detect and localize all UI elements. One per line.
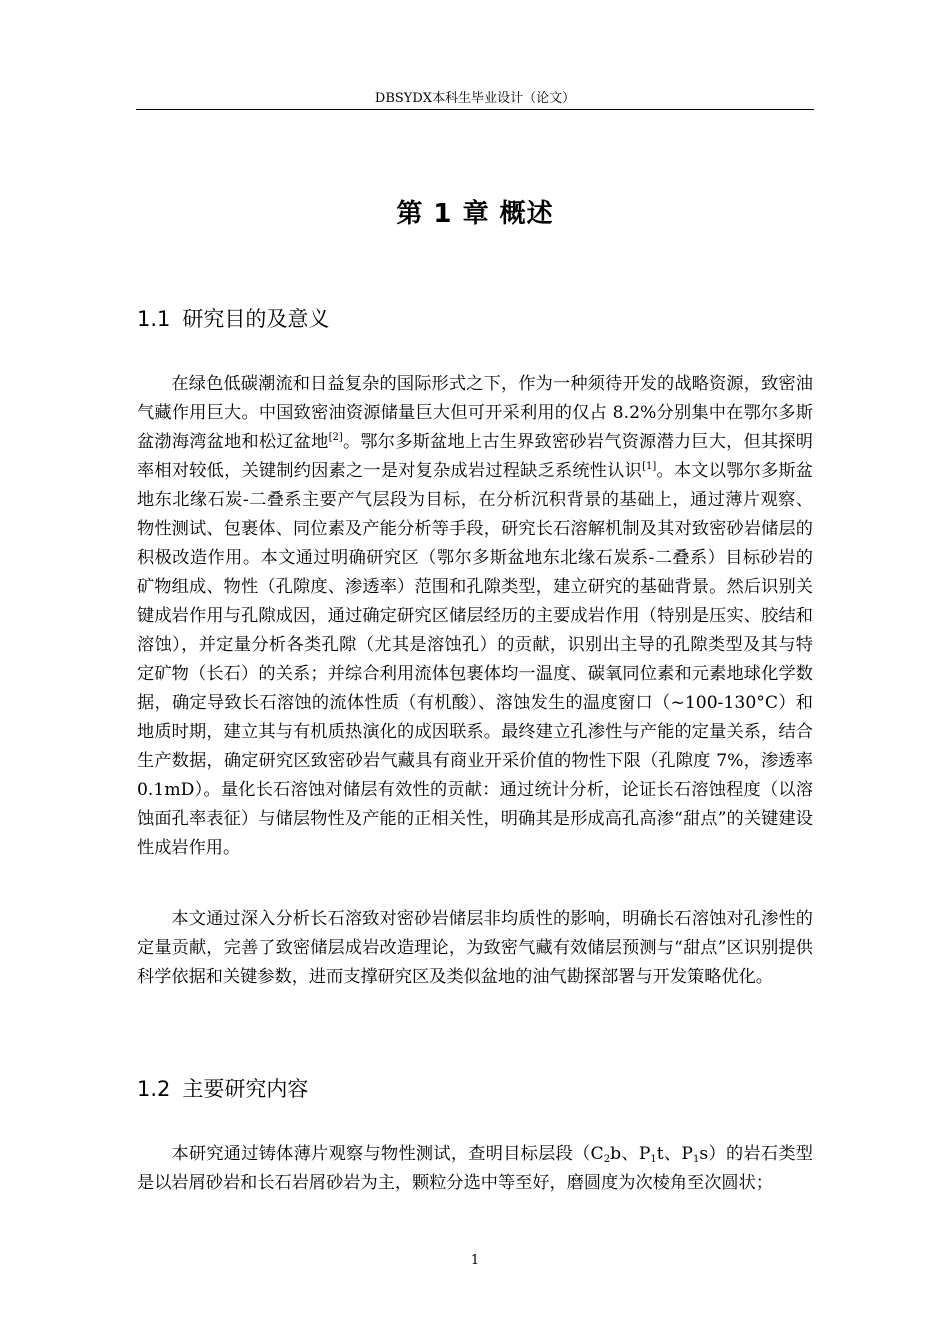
paragraph-text: b、P	[610, 1144, 651, 1164]
paragraph-text: 。本文以鄂尔多斯盆地东北缘石炭-二叠系主要产气层段为目标，在分析沉积背景的基础上，通过薄片观察、物性测试、包裹体、同位素及产能分析等手段，研究长石溶解机制及其对致密砂岩储层的积极改造作用。本文通过明确研究区（鄂尔多斯盆地东北缘石炭系-二叠系）目标砂岩的矿物组成、物性（孔隙度、渗透率）范围和孔隙类型，建立研究的基础背景。然后识别关键成岩作用与孔隙成因，通过确定研究区储层经历的主要成岩作用（特别是压实、胶结和溶蚀），并定量分析各类孔隙（尤其是溶蚀孔）的贡献，识别出主导的孔隙类型及其与特定矿物（长石）的关系；并综合利用流体包裹体均一温度、碳氧同位素和元素地球化学数据，确定导致长石溶蚀的流体性质（有机酸）、溶蚀发生的温度窗口（~100-130°C）和地质时期，建立其与有机质热演化的成因联系。最终建立孔渗性与产能的定量关系，结合生产数据，确定研究区致密砂岩气藏具有商业开采价值的物性下限（孔隙度 7%，渗透率 0.1mD）。量化长石溶蚀对储层有效性的贡献：通过统计分析，论证长石溶蚀程度（以溶蚀面孔率表征）与储层物性及产能的正相关性，明确其是形成高孔高渗“甜点”的关键建设性成岩作用。	[137, 461, 813, 858]
paragraph-1	[137, 370, 813, 863]
paragraph-text: t、P	[656, 1144, 693, 1164]
running-header	[136, 90, 814, 110]
section-number: 1.1	[137, 307, 171, 331]
paragraph-text: 本文通过深入分析长石溶致对密砂岩储层非均质性的影响，明确长石溶蚀对孔渗性的定量贡献，完善了致密储层成岩改造理论，为致密气藏有效储层预测与“甜点”区识别提供科学依据和关键参数，进而支撑研究区及类似盆地的油气勘探部署与开发策略优化。	[137, 909, 813, 987]
section-number: 1.2	[137, 1077, 171, 1101]
paragraph-2	[137, 905, 813, 992]
paragraph-text: 在绿色低碳潮流和日益复杂的国际形式之下，作为一种须待开发的战略资源，致密油气藏作用巨大。中国致密油资源储量巨大但可开采利用的仅占 8.2%分别集中在鄂尔多斯盆渤海湾盆地和松辽盆地	[137, 374, 813, 452]
citation: [2]	[328, 432, 343, 443]
section-heading-1-1	[137, 304, 329, 334]
paragraph-text: 。鄂尔多斯盆地上古生界致密砂岩气资源潜力巨大，但其探明率相对较低，关键制约因素之一是对复杂成岩过程缺乏系统性认识	[137, 432, 813, 481]
subscript: 2	[603, 1154, 611, 1165]
paragraph-text: 本研究通过铸体薄片观察与物性测试，查明目标层段（C	[171, 1144, 604, 1164]
citation: [1]	[642, 461, 657, 472]
section-title-text: 研究目的及意义	[182, 307, 330, 331]
section-heading-1-2	[137, 1074, 308, 1104]
page-number: 1	[470, 1253, 480, 1268]
chapter-title: 第 1 章 概述	[396, 199, 554, 229]
paragraph-3	[137, 1140, 813, 1198]
paragraph-text: s）的岩石类型是以岩屑砂岩和长石岩屑砂岩为主，颗粒分选中等至好，磨圆度为次棱角至次圆状；	[137, 1144, 813, 1193]
running-header-text: DBSYDX本科生毕业设计（论文）	[374, 91, 576, 106]
subscript: 1	[693, 1154, 700, 1165]
subscript: 1	[650, 1154, 657, 1165]
section-title-text: 主要研究内容	[182, 1077, 309, 1101]
